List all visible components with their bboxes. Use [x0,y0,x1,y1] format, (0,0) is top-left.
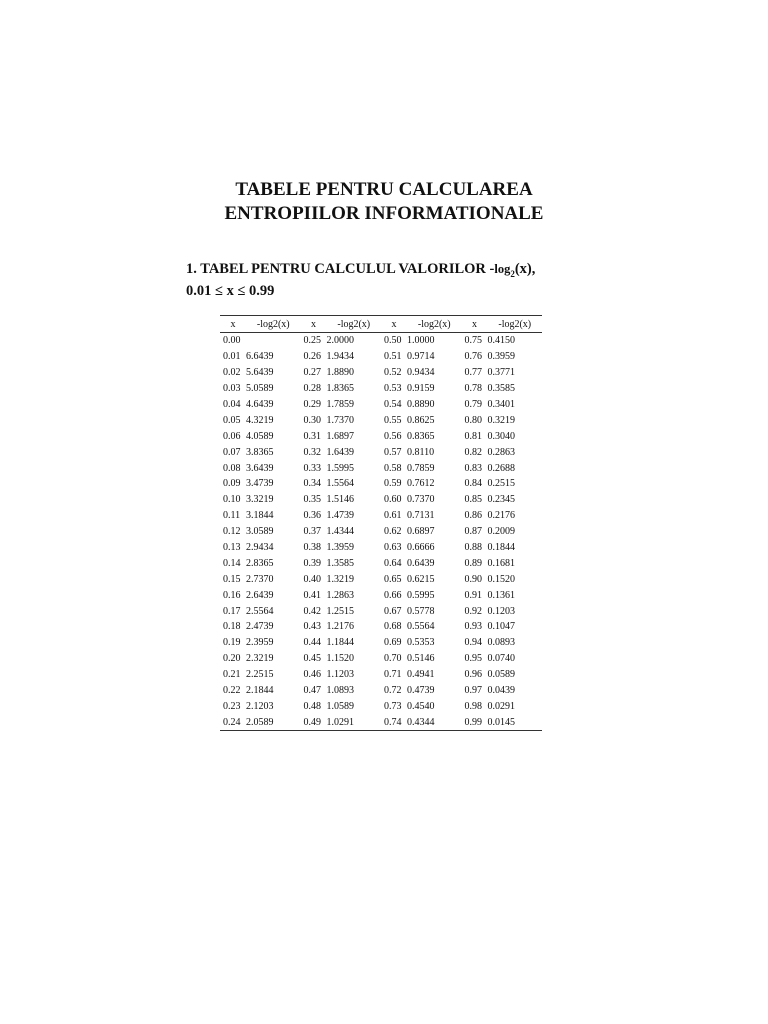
cell-x: 0.81 [464,430,482,442]
cell-neg-log2: 0.1361 [487,589,515,601]
cell-neg-log2: 3.4739 [246,478,274,490]
cell-x: 0.79 [464,399,482,410]
cell-neg-log2: 0.3401 [487,399,515,410]
cell-x: 0.43 [303,621,321,633]
section-heading-log: log [494,262,511,276]
table-row [220,508,542,524]
table-row [220,571,542,587]
cell-neg-log2: 1.0589 [326,700,354,712]
cell-neg-log2: 2.6439 [246,589,274,601]
cell-neg-log2: 1.4344 [326,526,354,538]
cell-x: 0.92 [464,605,482,617]
cell-neg-log2: 4.0589 [246,430,274,442]
cell-x: 0.34 [303,478,321,490]
log-table-container [220,315,542,731]
table-row [220,412,542,428]
cell-neg-log2: 1.8890 [326,367,354,379]
table-row [220,651,542,667]
cell-x: 0.97 [464,685,482,697]
cell-x: 0.56 [384,430,402,442]
cell-x: 0.61 [384,510,402,522]
cell-neg-log2: 0.4344 [407,716,435,728]
table-row [220,381,542,397]
cell-neg-log2: 0.6215 [407,573,435,585]
cell-x: 0.47 [303,685,321,697]
cell-neg-log2: 2.9434 [246,542,274,554]
cell-x: 0.50 [384,335,402,347]
cell-neg-log2: 0.2863 [487,446,515,458]
cell-neg-log2: 1.6897 [326,430,354,442]
cell-neg-log2: 1.5146 [326,494,354,506]
cell-neg-log2: 1.7859 [326,399,354,410]
cell-neg-log2: 0.5564 [407,621,435,633]
cell-neg-log2: 0.8890 [407,399,435,410]
cell-x: 0.72 [384,685,402,697]
cell-x: 0.88 [464,542,482,554]
table-row [220,619,542,635]
cell-x: 0.37 [303,526,321,538]
table-row [220,555,542,571]
cell-x: 0.18 [223,621,241,633]
cell-neg-log2: 2.1844 [246,685,274,697]
cell-neg-log2: 1.7370 [326,414,354,426]
cell-neg-log2: 0.2688 [487,462,515,474]
cell-x: 0.05 [223,414,241,426]
cell-neg-log2: 5.0589 [246,383,274,395]
table-row [220,365,542,381]
cell-neg-log2: 2.2515 [246,669,274,681]
cell-x: 0.00 [223,335,241,347]
title-line-2: ENTROPIILOR INFORMATIONALE [224,203,544,224]
column-header-neg-log2: -log2(x) [417,318,451,330]
cell-x: 0.25 [303,335,321,347]
table-row [220,603,542,619]
cell-x: 0.03 [223,383,241,395]
cell-x: 0.02 [223,367,241,379]
cell-x: 0.89 [464,557,482,569]
cell-neg-log2: 2.0000 [326,335,354,347]
cell-neg-log2: 0.2345 [487,494,515,506]
cell-neg-log2: 1.5995 [326,462,354,474]
cell-x: 0.77 [464,367,482,379]
cell-neg-log2: 0.1047 [487,621,515,633]
cell-x: 0.31 [303,430,321,442]
table-row [220,476,542,492]
cell-neg-log2: 0.0439 [487,685,515,697]
cell-x: 0.83 [464,462,482,474]
cell-neg-log2: 0.7131 [407,510,435,522]
cell-x: 0.24 [223,716,241,728]
column-header-x: x [230,318,236,330]
cell-neg-log2: 0.3959 [487,351,515,363]
cell-neg-log2: 0.6897 [407,526,435,538]
cell-x: 0.84 [464,478,482,490]
cell-neg-log2: 0.3219 [487,414,515,426]
table-row [220,444,542,460]
section-heading-line-1 [186,261,606,283]
document-title [0,178,768,226]
cell-neg-log2: 0.1681 [487,557,515,569]
cell-x: 0.93 [464,621,482,633]
cell-x: 0.48 [303,700,321,712]
table-row [220,667,542,683]
column-header-x: x [391,318,397,330]
cell-neg-log2: 0.7612 [407,478,435,490]
cell-x: 0.95 [464,653,482,665]
cell-x: 0.33 [303,462,321,474]
cell-neg-log2: 0.0291 [487,700,515,712]
cell-neg-log2: 0.6439 [407,557,435,569]
cell-neg-log2: 0.0893 [487,637,515,649]
cell-neg-log2: 0.4739 [407,685,435,697]
cell-x: 0.28 [303,383,321,395]
cell-x: 0.98 [464,700,482,712]
cell-x: 0.26 [303,351,321,363]
table-row [220,428,542,444]
table-row [220,714,542,730]
cell-neg-log2: 1.2515 [326,605,354,617]
cell-neg-log2: 0.1520 [487,573,515,585]
column-header-neg-log2: -log2(x) [337,318,371,330]
cell-neg-log2: 0.8110 [407,446,435,458]
cell-x: 0.49 [303,716,321,728]
table-row [220,683,542,699]
section-heading-line-2: 0.01 ≤ x ≤ 0.99 [186,282,275,299]
cell-x: 0.78 [464,383,482,395]
cell-neg-log2: 1.0893 [326,685,354,697]
cell-neg-log2: 2.0589 [246,716,274,728]
cell-neg-log2: 3.3219 [246,494,274,506]
table-row [220,698,542,714]
cell-x: 0.51 [384,351,402,363]
cell-neg-log2: 0.6666 [407,542,435,554]
cell-x: 0.58 [384,462,402,474]
cell-neg-log2: 0.0589 [487,669,515,681]
cell-neg-log2: 1.8365 [326,383,354,395]
cell-neg-log2: 4.3219 [246,414,274,426]
cell-neg-log2: 0.4150 [487,335,515,347]
cell-neg-log2: 0.3771 [487,367,515,379]
cell-neg-log2: 2.8365 [246,557,274,569]
cell-x: 0.69 [384,637,402,649]
cell-x: 0.22 [223,685,241,697]
cell-neg-log2: 6.6439 [246,351,274,363]
cell-x: 0.20 [223,653,241,665]
cell-neg-log2: 1.6439 [326,446,354,458]
cell-neg-log2: 0.3040 [487,430,515,442]
log-table [220,315,542,731]
cell-x: 0.30 [303,414,321,426]
cell-x: 0.17 [223,605,241,617]
cell-x: 0.08 [223,462,241,474]
cell-x: 0.40 [303,573,321,585]
cell-x: 0.66 [384,589,402,601]
cell-neg-log2: 0.9434 [407,367,435,379]
cell-x: 0.55 [384,414,402,426]
cell-neg-log2: 1.1520 [326,653,354,665]
cell-neg-log2: 2.7370 [246,573,274,585]
cell-x: 0.36 [303,510,321,522]
cell-neg-log2: 3.8365 [246,446,274,458]
table-row [220,397,542,413]
cell-x: 0.71 [384,669,402,681]
cell-x: 0.07 [223,446,241,458]
cell-neg-log2: 0.4941 [407,669,435,681]
cell-x: 0.94 [464,637,482,649]
cell-x: 0.45 [303,653,321,665]
section-heading-prefix: 1. TABEL PENTRU CALCULUL VALORILOR - [186,261,495,277]
cell-x: 0.80 [464,414,482,426]
cell-neg-log2: 0.1844 [487,542,515,554]
cell-neg-log2: 0.7370 [407,494,435,506]
table-row [220,349,542,365]
cell-x: 0.35 [303,494,321,506]
cell-neg-log2: 3.1844 [246,510,274,522]
cell-neg-log2: 0.5353 [407,637,435,649]
cell-neg-log2: 4.6439 [246,399,274,410]
cell-x: 0.75 [464,335,482,347]
cell-neg-log2: 0.1203 [487,605,515,617]
cell-x: 0.86 [464,510,482,522]
cell-neg-log2: 0.7859 [407,462,435,474]
cell-x: 0.39 [303,557,321,569]
cell-neg-log2: 0.0145 [487,716,515,728]
cell-x: 0.09 [223,478,241,490]
cell-x: 0.62 [384,526,402,538]
cell-x: 0.73 [384,700,402,712]
cell-x: 0.41 [303,589,321,601]
cell-x: 0.13 [223,542,241,554]
column-header-x: x [311,318,316,330]
column-header-neg-log2: -log2(x) [498,318,532,330]
cell-x: 0.27 [303,367,321,379]
column-header-neg-log2: -log2(x) [256,318,290,330]
section-heading [186,261,606,300]
cell-x: 0.10 [223,494,241,506]
table-row [220,635,542,651]
cell-neg-log2: 0.8625 [407,414,435,426]
table-row [220,524,542,540]
cell-x: 0.04 [223,399,241,410]
column-header-x: x [472,318,477,330]
cell-x: 0.82 [464,446,482,458]
section-heading-suffix: (x), [514,261,536,277]
cell-neg-log2: 1.3959 [326,542,354,554]
cell-neg-log2: 0.2009 [487,526,515,538]
cell-x: 0.21 [223,669,241,681]
cell-neg-log2: 2.3959 [246,637,274,649]
cell-x: 0.96 [464,669,482,681]
cell-x: 0.11 [223,510,241,522]
cell-x: 0.87 [464,526,482,538]
cell-x: 0.46 [303,669,321,681]
cell-x: 0.74 [384,716,402,728]
cell-neg-log2: 1.2176 [326,621,354,633]
cell-x: 0.76 [464,351,482,363]
cell-neg-log2: 1.2863 [326,589,354,601]
table-row [220,460,542,476]
cell-neg-log2: 1.3219 [326,573,354,585]
cell-neg-log2: 1.1844 [326,637,354,649]
cell-x: 0.19 [223,637,241,649]
cell-x: 0.64 [384,557,402,569]
table-row [220,540,542,556]
cell-x: 0.01 [223,351,241,363]
cell-neg-log2: 2.4739 [246,621,274,633]
cell-x: 0.53 [384,383,402,395]
title-line-1: TABELE PENTRU CALCULAREA [235,179,533,200]
cell-neg-log2: 1.1203 [326,669,354,681]
cell-neg-log2: 1.3585 [326,557,354,569]
cell-neg-log2: 0.2176 [487,510,515,522]
cell-neg-log2: 1.9434 [326,351,354,363]
cell-neg-log2: 5.6439 [246,367,274,379]
cell-x: 0.68 [384,621,402,633]
cell-neg-log2: 2.3219 [246,653,274,665]
cell-x: 0.15 [223,573,241,585]
cell-x: 0.44 [303,637,321,649]
cell-neg-log2: 0.5995 [407,589,435,601]
cell-neg-log2: 2.5564 [246,605,274,617]
table-row [220,333,542,349]
cell-neg-log2: 0.5778 [407,605,435,617]
cell-x: 0.59 [384,478,402,490]
cell-neg-log2: 1.0000 [407,335,435,347]
cell-neg-log2: 0.4540 [407,700,435,712]
table-row [220,492,542,508]
cell-x: 0.54 [384,399,402,410]
cell-neg-log2: 0.0740 [487,653,515,665]
cell-x: 0.57 [384,446,402,458]
cell-x: 0.23 [223,700,241,712]
cell-x: 0.99 [464,716,482,728]
cell-x: 0.29 [303,399,321,410]
cell-x: 0.12 [223,526,241,538]
cell-neg-log2: 0.2515 [487,478,515,490]
cell-x: 0.90 [464,573,482,585]
cell-neg-log2: 0.3585 [487,383,515,395]
cell-neg-log2: 2.1203 [246,700,274,712]
cell-neg-log2 [246,333,301,349]
cell-x: 0.38 [303,542,321,554]
cell-neg-log2: 0.8365 [407,430,435,442]
cell-neg-log2: 0.9714 [407,351,435,363]
cell-neg-log2: 3.0589 [246,526,274,538]
cell-x: 0.85 [464,494,482,506]
cell-x: 0.70 [384,653,402,665]
cell-x: 0.06 [223,430,241,442]
cell-x: 0.16 [223,589,241,601]
table-body [220,333,542,731]
cell-neg-log2: 1.4739 [326,510,354,522]
cell-neg-log2: 0.9159 [407,383,435,395]
cell-x: 0.91 [464,589,482,601]
cell-x: 0.67 [384,605,402,617]
cell-neg-log2: 1.5564 [326,478,354,490]
cell-neg-log2: 3.6439 [246,462,274,474]
cell-x: 0.65 [384,573,402,585]
cell-neg-log2: 0.5146 [407,653,435,665]
table-header-row [220,316,542,333]
table-header [220,316,542,333]
section-heading-subscript: 2 [510,268,515,279]
cell-x: 0.52 [384,367,402,379]
cell-x: 0.60 [384,494,402,506]
cell-x: 0.14 [223,557,241,569]
cell-neg-log2: 1.0291 [326,716,354,728]
table-row [220,587,542,603]
cell-x: 0.63 [384,542,402,554]
cell-x: 0.42 [303,605,321,617]
cell-x: 0.32 [303,446,321,458]
